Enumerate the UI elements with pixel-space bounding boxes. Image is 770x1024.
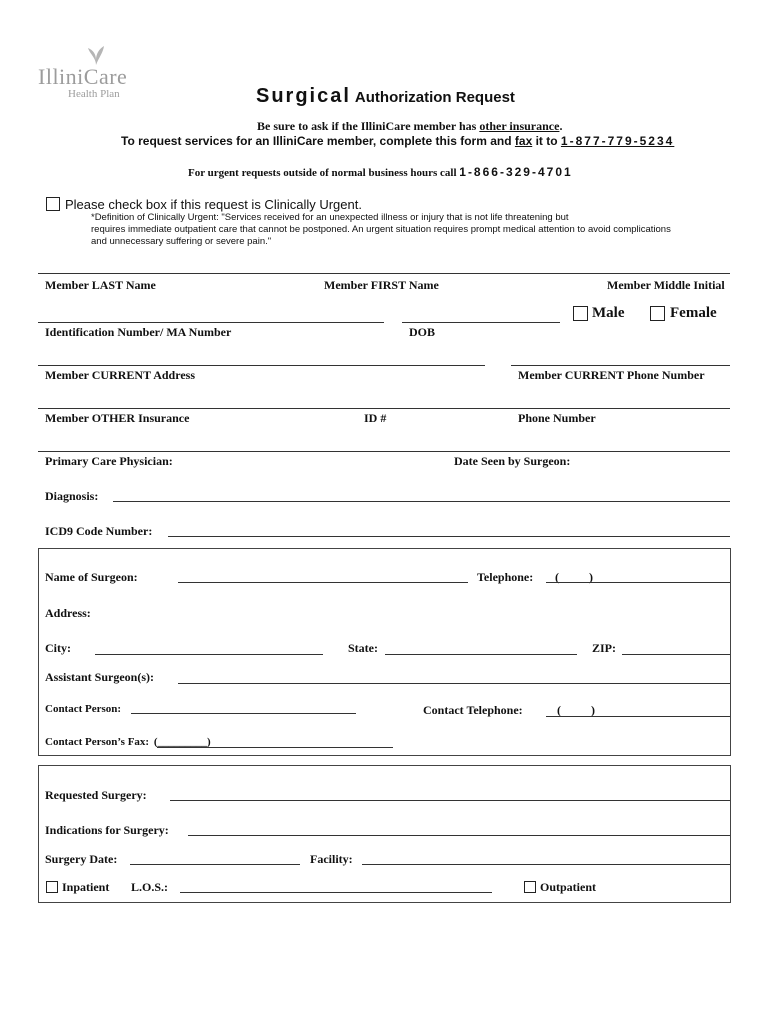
city-line[interactable] [95,654,323,655]
other-insurance-link: other insurance [479,119,560,133]
insurance-notice: Be sure to ask if the IlliniCare member has other insurance. [257,119,563,133]
facility-label: Facility: [310,852,353,866]
male-checkbox[interactable] [573,306,588,321]
date-seen-label: Date Seen by Surgeon: [454,454,571,468]
urgent-call-line: For urgent requests outside of normal business hours call 1-866-329-4701 [188,165,573,179]
contact-person-label: Contact Person: [45,703,122,715]
urgent-definition-line-2: requires immediate outpatient care that cannot be postponed. An urgent situation requires prompt medical attention to avoid complications [91,224,671,235]
zip-label: ZIP: [592,641,616,655]
dob-line[interactable] [402,322,560,323]
member-first-name-label: Member FIRST Name [324,278,439,292]
insurance-id-label: ID # [364,411,387,425]
logo-name: IlliniCare [38,64,128,89]
surgery-date-label: Surgery Date: [45,852,118,866]
state-line[interactable] [385,654,577,655]
divider-top [38,273,730,274]
surgeon-telephone-field[interactable]: ( ) [555,570,593,584]
clinically-urgent-label: Please check box if this request is Clinically Urgent. [65,197,362,212]
pcp-label: Primary Care Physician: [45,454,173,468]
id-number-line[interactable] [38,322,384,323]
indications-line[interactable] [188,835,730,836]
icd9-label: ICD9 Code Number: [45,524,153,538]
leaf-icon [86,44,106,66]
assistant-surgeon-label: Assistant Surgeon(s): [45,670,155,684]
state-label: State: [348,641,378,655]
fax-instructions: To request services for an IlliniCare member, complete this form and fax it to 1-877-779-5234 [121,134,675,148]
contact-telephone-label: Contact Telephone: [423,703,523,717]
surgeon-name-label: Name of Surgeon: [45,570,138,584]
surgeon-telephone-line[interactable] [546,582,730,583]
other-insurance-label: Member OTHER Insurance [45,411,190,425]
male-label: Male [592,305,625,321]
contact-fax-label: Contact Person’s Fax: (_________) [45,736,211,748]
contact-fax-field[interactable]: (_________) [153,736,211,748]
member-middle-initial-label: Member Middle Initial [607,278,725,292]
page-title [256,85,515,108]
title-rest: Authorization Request [354,89,515,106]
surgery-date-line[interactable] [130,864,300,865]
logo [38,44,150,104]
contact-telephone-line[interactable] [546,716,730,717]
logo-subtitle: Health Plan [68,88,120,100]
contact-fax-line[interactable] [157,747,393,748]
contact-person-line[interactable] [131,713,356,714]
los-label: L.O.S.: [131,880,169,894]
other-insurance-line[interactable] [38,408,730,409]
member-phone-label: Member CURRENT Phone Number [518,368,705,382]
clinically-urgent-checkbox[interactable] [46,197,60,211]
los-line[interactable] [180,892,492,893]
diagnosis-line[interactable] [113,501,730,502]
facility-line[interactable] [362,864,730,865]
surgeon-address-label: Address: [45,606,91,620]
dob-label: DOB [409,325,436,339]
insurance-phone-label: Phone Number [518,411,596,425]
inpatient-label: Inpatient [62,880,110,894]
surgeon-telephone-label: Telephone: [477,570,534,584]
assistant-surgeon-line[interactable] [178,683,730,684]
female-label: Female [670,305,717,321]
title-word: Surgical [256,85,351,107]
pcp-line[interactable] [38,451,730,452]
address-line[interactable] [38,365,485,366]
surgeon-info-box [38,548,731,756]
diagnosis-label: Diagnosis: [45,489,99,503]
city-label: City: [45,641,71,655]
member-address-label: Member CURRENT Address [45,368,196,382]
phone-line[interactable] [511,365,730,366]
urgent-definition-line-1: *Definition of Clinically Urgent: "Services received for an unexpected illness or injury that is not life threatening but [91,212,569,223]
urgent-phone-number: 1-866-329-4701 [459,165,573,179]
outpatient-label: Outpatient [540,880,597,894]
icd9-line[interactable] [168,536,730,537]
surgeon-name-line[interactable] [178,582,468,583]
member-last-name-label: Member LAST Name [45,278,156,292]
female-checkbox[interactable] [650,306,665,321]
indications-label: Indications for Surgery: [45,823,169,837]
fax-number: 1-877-779-5234 [560,134,675,148]
requested-surgery-line[interactable] [170,800,730,801]
inpatient-checkbox[interactable] [46,881,58,893]
id-number-label: Identification Number/ MA Number [45,325,232,339]
contact-telephone-field[interactable]: ( ) [557,703,595,717]
urgent-definition-line-3: and unnecessary suffering or severe pain." [91,236,272,247]
zip-line[interactable] [622,654,730,655]
requested-surgery-label: Requested Surgery: [45,788,147,802]
outpatient-checkbox[interactable] [524,881,536,893]
